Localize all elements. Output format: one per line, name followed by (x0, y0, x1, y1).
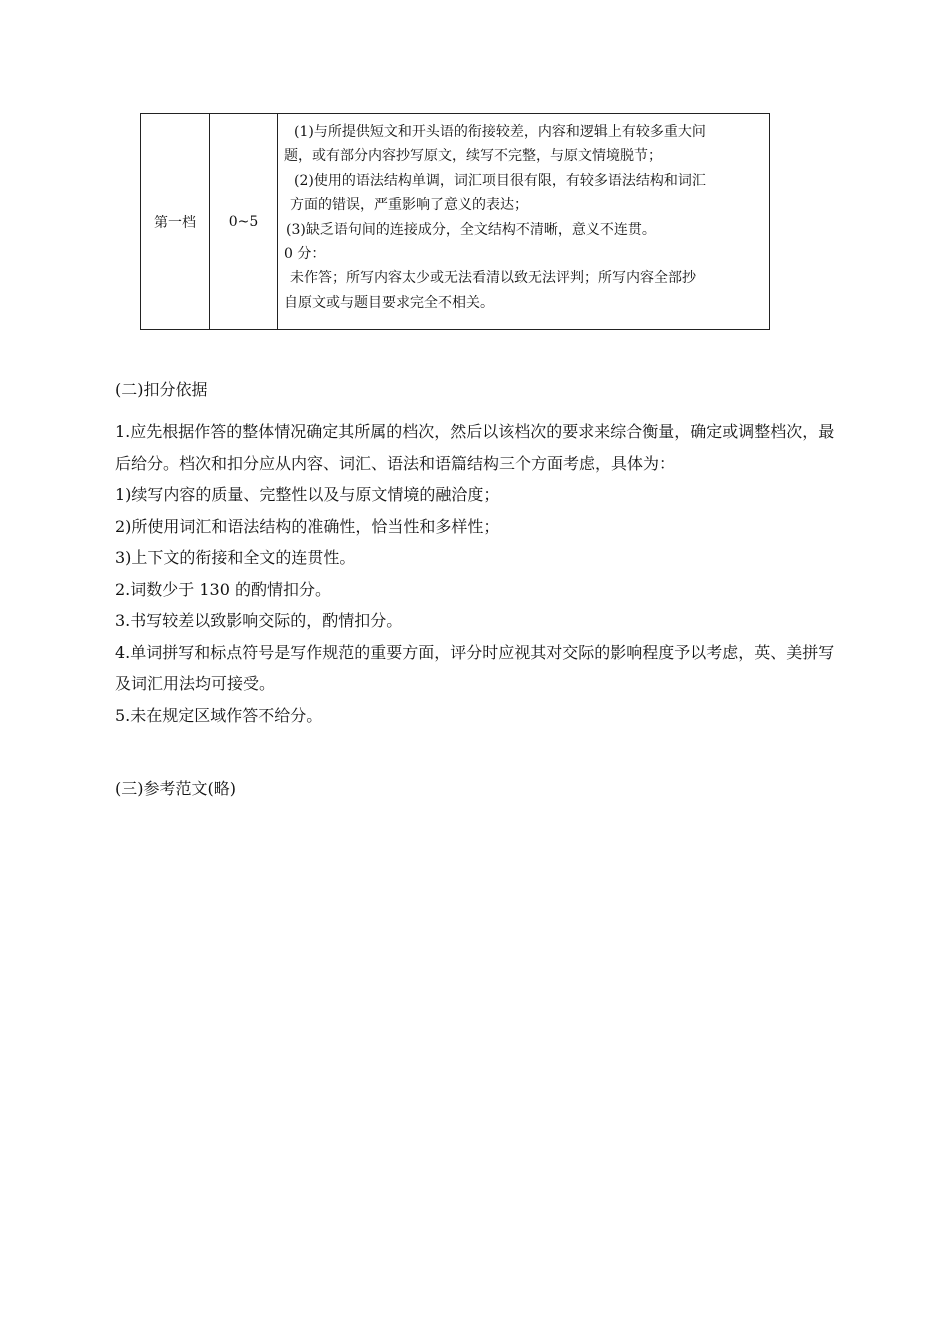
criteria-cell (278, 114, 770, 330)
level-cell: 第一档 (141, 114, 210, 330)
deduction-rules (115, 416, 840, 731)
rule-item: 5.未在规定区域作答不给分。 (115, 705, 323, 725)
table-row (141, 114, 770, 330)
rule-subitem: 2)所使用词汇和语法结构的准确性，恰当性和多样性； (115, 516, 500, 536)
sample-heading-block (115, 773, 840, 805)
rule-subitem: 1)续写内容的质量、完整性以及与原文情境的融洽度； (115, 485, 500, 504)
deduction-heading-block (115, 374, 840, 406)
zero-criteria-line: 未作答；所写内容太少或无法看清以致无法评判；所写内容全部抄 (290, 270, 696, 287)
sample-heading: (三)参考范文(略) (115, 779, 236, 798)
criteria-line: 题，或有部分内容抄写原文，续写不完整，与原文情境脱节； (284, 148, 662, 165)
score-range-cell: 0~5 (210, 114, 278, 330)
rule-subitem: 3)上下文的衔接和全文的连贯性。 (115, 548, 356, 567)
rule-item: 1.应先根据作答的整体情况确定其所属的档次，然后以该档次的要求来综合衡量，确定或调整档次，最后给分。档次和扣分应从内容、词汇、语法和语篇结构三个方面考虑，具体为： (115, 422, 835, 473)
rule-item: 2.词数少于 130 的酌情扣分。 (115, 579, 331, 599)
zero-criteria-line: 自原文或与题目要求完全不相关。 (284, 294, 494, 311)
scoring-table (140, 113, 770, 330)
rule-item: 3.书写较差以致影响交际的，酌情扣分。 (115, 611, 403, 630)
criteria-line: (3)缺乏语句间的连接成分，全文结构不清晰，意义不连贯。 (286, 221, 656, 238)
deduction-heading: (二)扣分依据 (115, 380, 208, 399)
rule-item: 4.单词拼写和标点符号是写作规范的重要方面，评分时应视其对交际的影响程度予以考虑，英、美拼写及词汇用法均可接受。 (115, 642, 835, 693)
criteria-line: 方面的错误，严重影响了意义的表达； (290, 197, 528, 214)
zero-score-label: 0 分： (284, 246, 326, 263)
criteria-line: (2)使用的语法结构单调，词汇项目很有限，有较多语法结构和词汇 (294, 172, 706, 189)
criteria-line: (1)与所提供短文和开头语的衔接较差，内容和逻辑上有较多重大问 (294, 124, 706, 140)
